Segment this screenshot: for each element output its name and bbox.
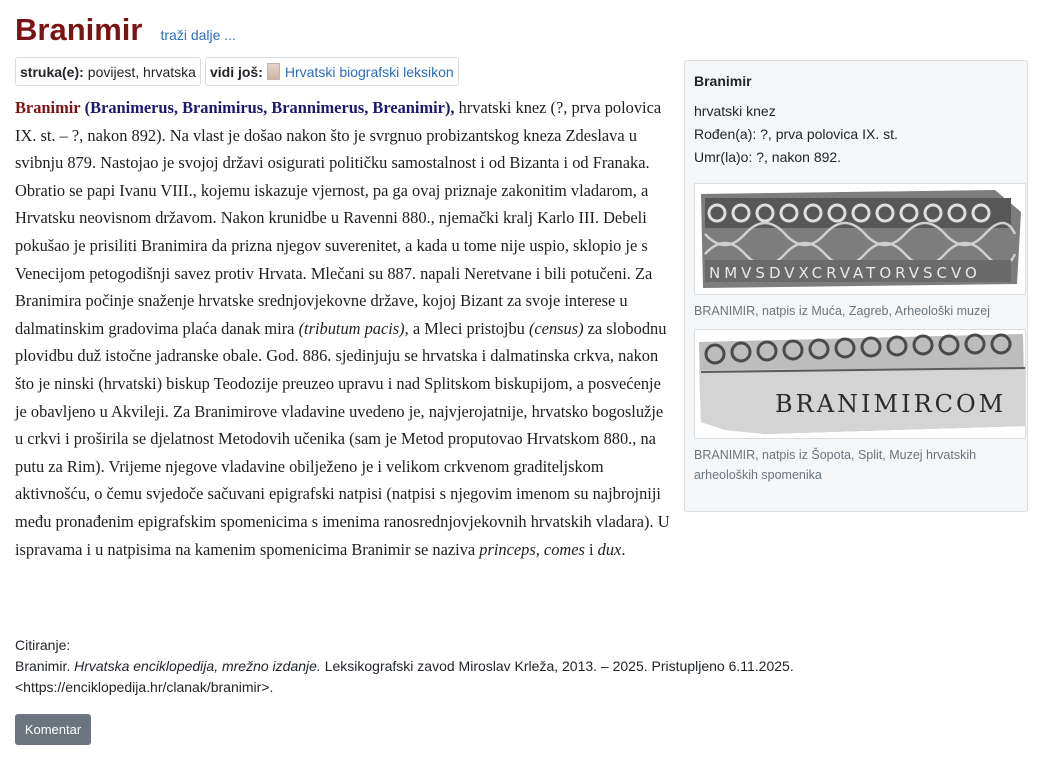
infobox-title: Branimir (694, 73, 752, 89)
article-lead-name: Branimir (15, 98, 81, 117)
image-caption-sopot: BRANIMIR, natpis iz Šopota, Split, Muzej hrvatskih arheoloških spomenika (694, 448, 977, 482)
see-also-tag (205, 57, 459, 86)
hbl-link[interactable]: Hrvatski biografski leksikon (284, 63, 454, 80)
field-label: struka(e): (20, 63, 84, 80)
infobox-role: hrvatski knez (694, 103, 776, 119)
article-text-4: i (584, 539, 598, 559)
header (15, 12, 1033, 52)
inscription-muc-text: NMVSDVXCRVATORVSCVO (709, 264, 981, 282)
citation (15, 635, 915, 698)
article-text-1: hrvatski knez (?, prva polovica IX. st. – ?, nakon 892). Na vlast je došao nakon što je svrgnuo probizantskog kneza Zdeslava u svibnju 879. Nastojao je svojoj državi osigurati političku samostalnost i od Bizanta i od Franaka. Obratio se papi Ivanu VIII., kojemu iskazuje vjernost, pa ga ovaj priznaje zakonitim vladarom, a Hrvatsku neovisnom državom. Nakon krunidbe u Ravenni 880., njemački kralj Karlo III. Debeli pokušao je prisiliti Branimira da prizna njegov suverenitet, a kada u tome nije uspio, sklopio je s Venecijom petogodišnji savez protiv Hrvata. Mlečani su 887. napali Neretvane i bili potučeni. Za Branimira počinje snaženje hrvatske srednjovjekovne države, kojoj Bizant za svoje interese u dalmatinskim gradovima plaća danak mira (15, 98, 662, 338)
field-tag (15, 57, 201, 86)
citation-title: Hrvatska enciklopedija, mrežno izdanje. (74, 658, 321, 674)
article-text-5: . (621, 539, 626, 559)
article-page (15, 12, 1033, 737)
citation-start: Branimir. (15, 658, 75, 674)
citation-text (15, 656, 915, 677)
article-text-3: za slobodnu plovidbu duž istočne jadranske obale. God. 886. sjedinjuju se hrvatska i dalmatinska crkva, nakon što je ninski (hrvatski) biskup Teodozije preuzeo upravu i nad Splitskom biskupijom, a posvećenje je obavljeno u Akvileji. Za Branimirove vladavine uvedeno je, najvjerojatnije, hrvatsko bogoslužje u crkvi i proširila se djelatnost Metodovih učenika (sam je Metod proputovao Hrvatskom 880., na putu za Rim). Vrijeme njegove vladavine obilježeno je i velikom crkvenom graditeljskom aktivnošću, o čemu svjedoče sačuvani epigrafski natpisi (natpisi s njegovim imenom su najbrojniji među pronađenim epigrafskim spomenicima s imenima ranosrednjovjekovnih hrvatskih vladara). U ispravama i u natpisima na kamenim spomenicima Branimir se naziva (15, 318, 670, 559)
citation-end: Leksikografski zavod Miroslav Krleža, 2013. – 2025. Pristupljeno 6.11.2025. (320, 658, 794, 674)
term-dux: dux (597, 539, 622, 559)
article-alt-names: (Branimerus, Branimirus, Brannimerus, Breanimir), (84, 98, 455, 117)
inscription-sopot-text: BRANIMIRCOM (775, 390, 1007, 418)
search-more-link[interactable]: traži dalje ... (160, 27, 236, 43)
term-princeps: princeps, comes (479, 539, 585, 559)
inscription-image-sopot[interactable] (694, 329, 1026, 439)
field-value: povijest, hrvatska (87, 63, 196, 80)
tag-row (15, 57, 459, 86)
infobox-born: Rođen(a): ?, prva polovica IX. st. (694, 126, 898, 142)
citation-url: <https://enciklopedija.hr/clanak/branimir>. (15, 679, 274, 695)
page-title: Branimir (15, 12, 143, 47)
infobox-died: Umr(la)o: ?, nakon 892. (694, 149, 842, 165)
citation-label: Citiranje: (15, 637, 71, 653)
infobox (684, 60, 1028, 512)
see-also-label: vidi još: (209, 63, 263, 80)
article-text-2: a Mleci pristojbu (408, 318, 529, 338)
image-caption-muc: BRANIMIR, natpis iz Mućа, Zagreb, Arheološki muzej (694, 304, 990, 318)
term-census: (census) (528, 318, 584, 338)
comment-button[interactable]: Komentar (15, 714, 91, 745)
term-tributum: (tributum pacis), (298, 318, 409, 338)
inscription-image-muc[interactable] (694, 183, 1026, 295)
hbl-icon (267, 63, 280, 80)
